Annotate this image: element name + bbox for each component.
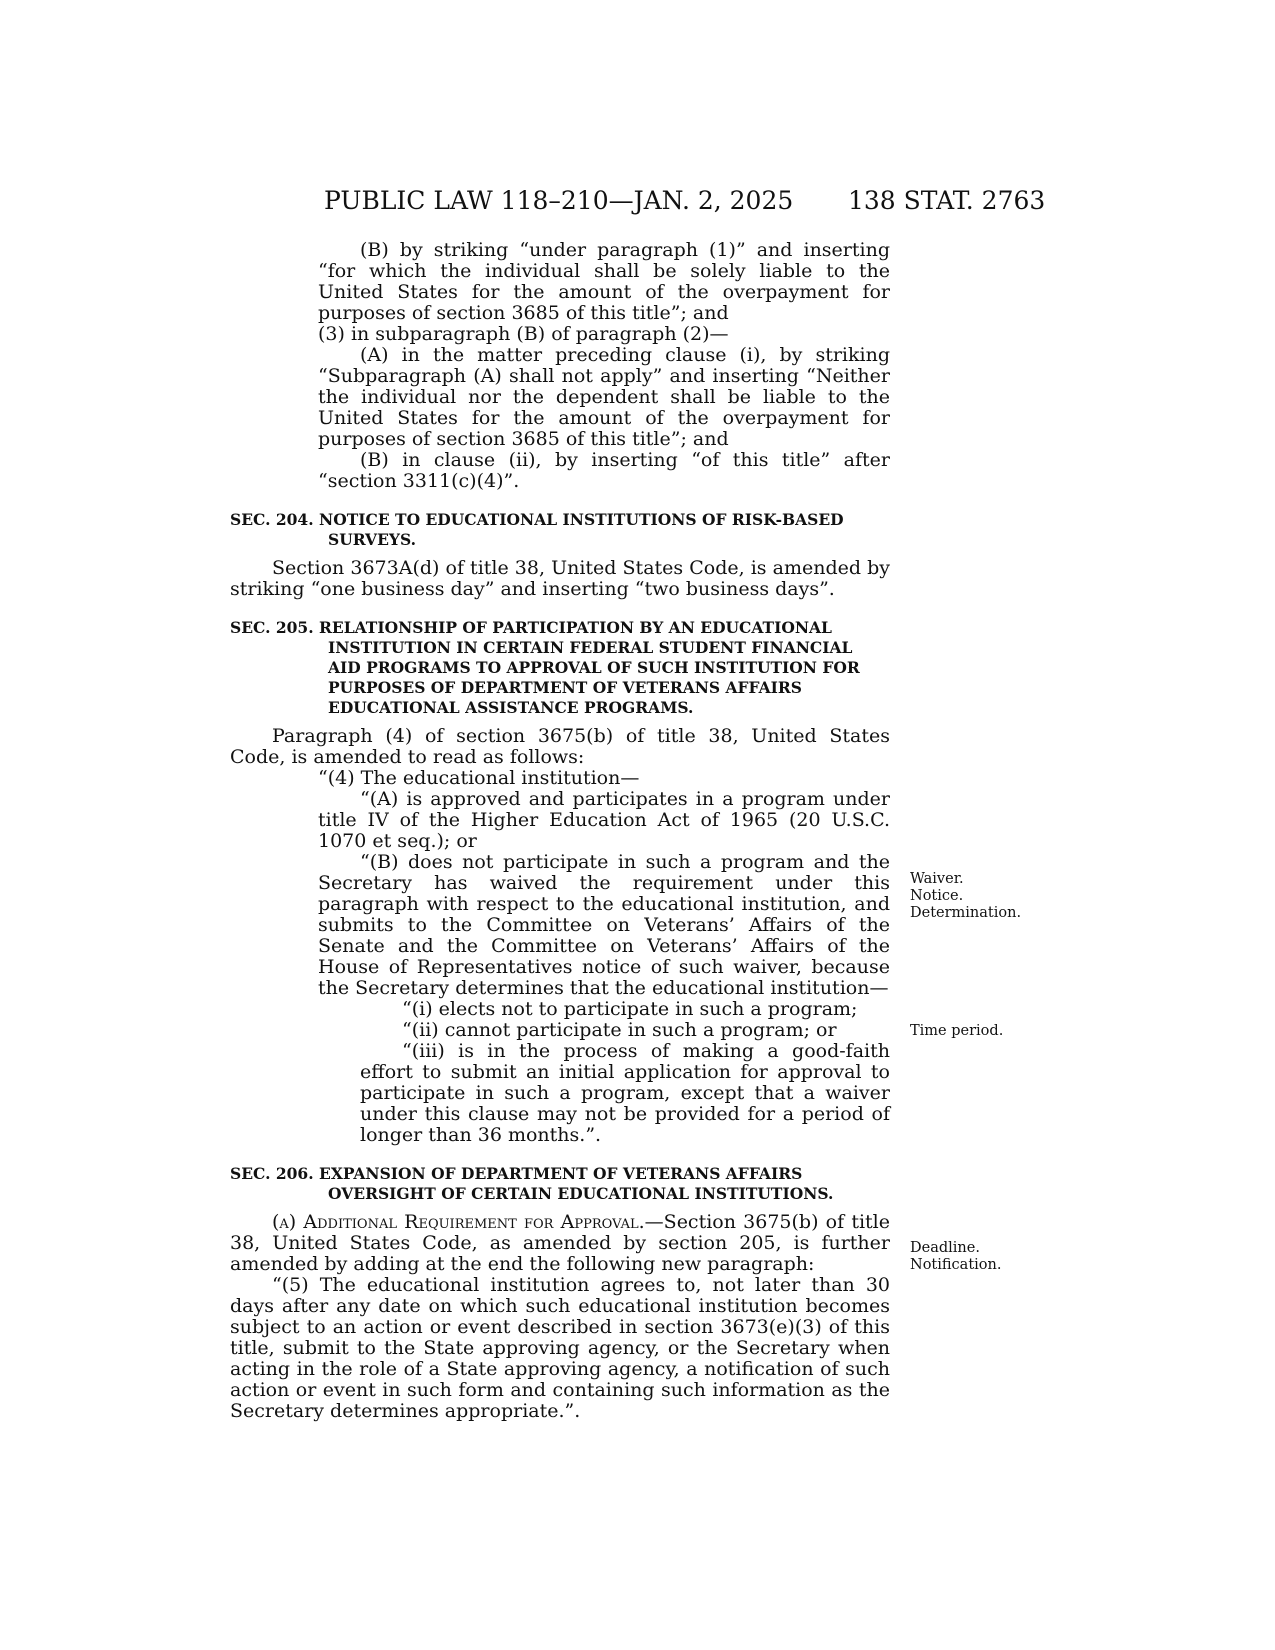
section-205-heading [230,618,890,718]
running-header-page-number: 138 STAT. 2763 [848,186,1046,215]
section-204-number: SEC. 204. [230,510,314,529]
section-206a-heading: (a) Additional Requirement for Approval. [272,1211,645,1233]
quoted-paragraph-4: “(4) The educational institution— [318,767,640,789]
section-206-heading [230,1164,890,1204]
margin-note-time-period-line: Time period. [910,1023,1004,1039]
quoted-clause-i: “(i) elects not to participate in such a program; [402,998,858,1020]
quoted-clause-ii: “(ii) cannot participate in such a program; or [402,1019,837,1041]
section-206-number: SEC. 206. [230,1164,314,1183]
section-205-number: SEC. 205. [230,618,314,637]
margin-note-waiver-line: Waiver. [910,871,964,887]
margin-note-notification-line: Notification. [910,1257,1002,1273]
quoted-clause-iii: “(iii) is in the process of making a good-faith effort to submit an initial application for approval to participate in such a program, except that a waiver under this clause may not be provided for a period of longer than 36 months.”. [360,1040,890,1146]
section-206a-text [230,1212,890,1275]
margin-note-waiver [910,871,1021,922]
section-206-title: EXPANSION OF DEPARTMENT OF VETERANS AFFAIRS OVERSIGHT OF CERTAIN EDUCATIONAL INSTITUTIONS. [319,1164,834,1203]
paragraph-3: (3) in subparagraph (B) of paragraph (2)— [318,323,729,345]
paragraph-3b: (B) in clause (ii), by inserting “of this title” after “section 3311(c)(4)”. [318,449,890,492]
section-206a-body: —Section 3675(b) of title 38, United States Code, as amended by section 205, is further amended by adding at the end the following new paragraph: [230,1211,891,1275]
margin-note-deadline-line: Deadline. [910,1240,980,1256]
quoted-paragraph-4a: “(A) is approved and participates in a program under title IV of the Higher Education Act of 1965 (20 U.S.C. 1070 et seq.); or [318,788,890,852]
running-header-title: PUBLIC LAW 118–210—JAN. 2, 2025 [324,186,794,215]
document-body [230,240,890,1422]
margin-note-notice-line: Notice. [910,888,964,904]
section-205-title: RELATIONSHIP OF PARTICIPATION BY AN EDUCATIONAL INSTITUTION IN CERTAIN FEDERAL STUDENT FINANCIAL AID PROGRAMS TO APPROVAL OF SUCH INSTITUTION FOR PURPOSES OF DEPARTMENT OF VETERANS AFFAIRS EDUCATIONAL ASSISTANCE PROGRAMS. [319,618,860,717]
margin-note-determination-line: Determination. [910,905,1022,921]
section-204-text: Section 3673A(d) of title 38, United States Code, is amended by striking “one business day” and inserting “two business days”. [230,557,890,600]
section-204-title: NOTICE TO EDUCATIONAL INSTITUTIONS OF RISK-BASED SURVEYS. [319,510,844,549]
quoted-paragraph-4b: “(B) does not participate in such a program and the Secretary has waived the requirement under this paragraph with respect to the educational institution, and submits to the Committee on Veterans’ Affairs of the Senate and the Committee on Veterans’ Affairs of the House of Representatives notice of such waiver, because the Secretary determines that the educational institution— [318,851,890,999]
paragraph-b-strike: (B) by striking “under paragraph (1)” and inserting “for which the individual shall be solely liable to the United States for the amount of the overpayment for purposes of section 3685 of this title”; and [318,239,890,324]
section-205-text: Paragraph (4) of section 3675(b) of title 38, United States Code, is amended to read as follows: [230,725,890,768]
quoted-paragraph-5: “(5) The educational institution agrees to, not later than 30 days after any date on which such educational institution becomes subject to an action or event described in section 3673(e)(3) of this title, submit to the State approving agency, or the Secretary when acting in the role of a State approving agency, a notification of such action or event in such form and containing such information as the Secretary determines appropriate.”. [230,1274,890,1422]
section-204-heading [230,510,890,550]
margin-note-time-period [910,1023,1003,1040]
margin-note-deadline [910,1240,1001,1274]
paragraph-3a: (A) in the matter preceding clause (i), by striking “Subparagraph (A) shall not apply” and inserting “Neither the individual nor the dependent shall be liable to the United States for the amount of the overpayment for purposes of section 3685 of this title”; and [318,344,890,450]
